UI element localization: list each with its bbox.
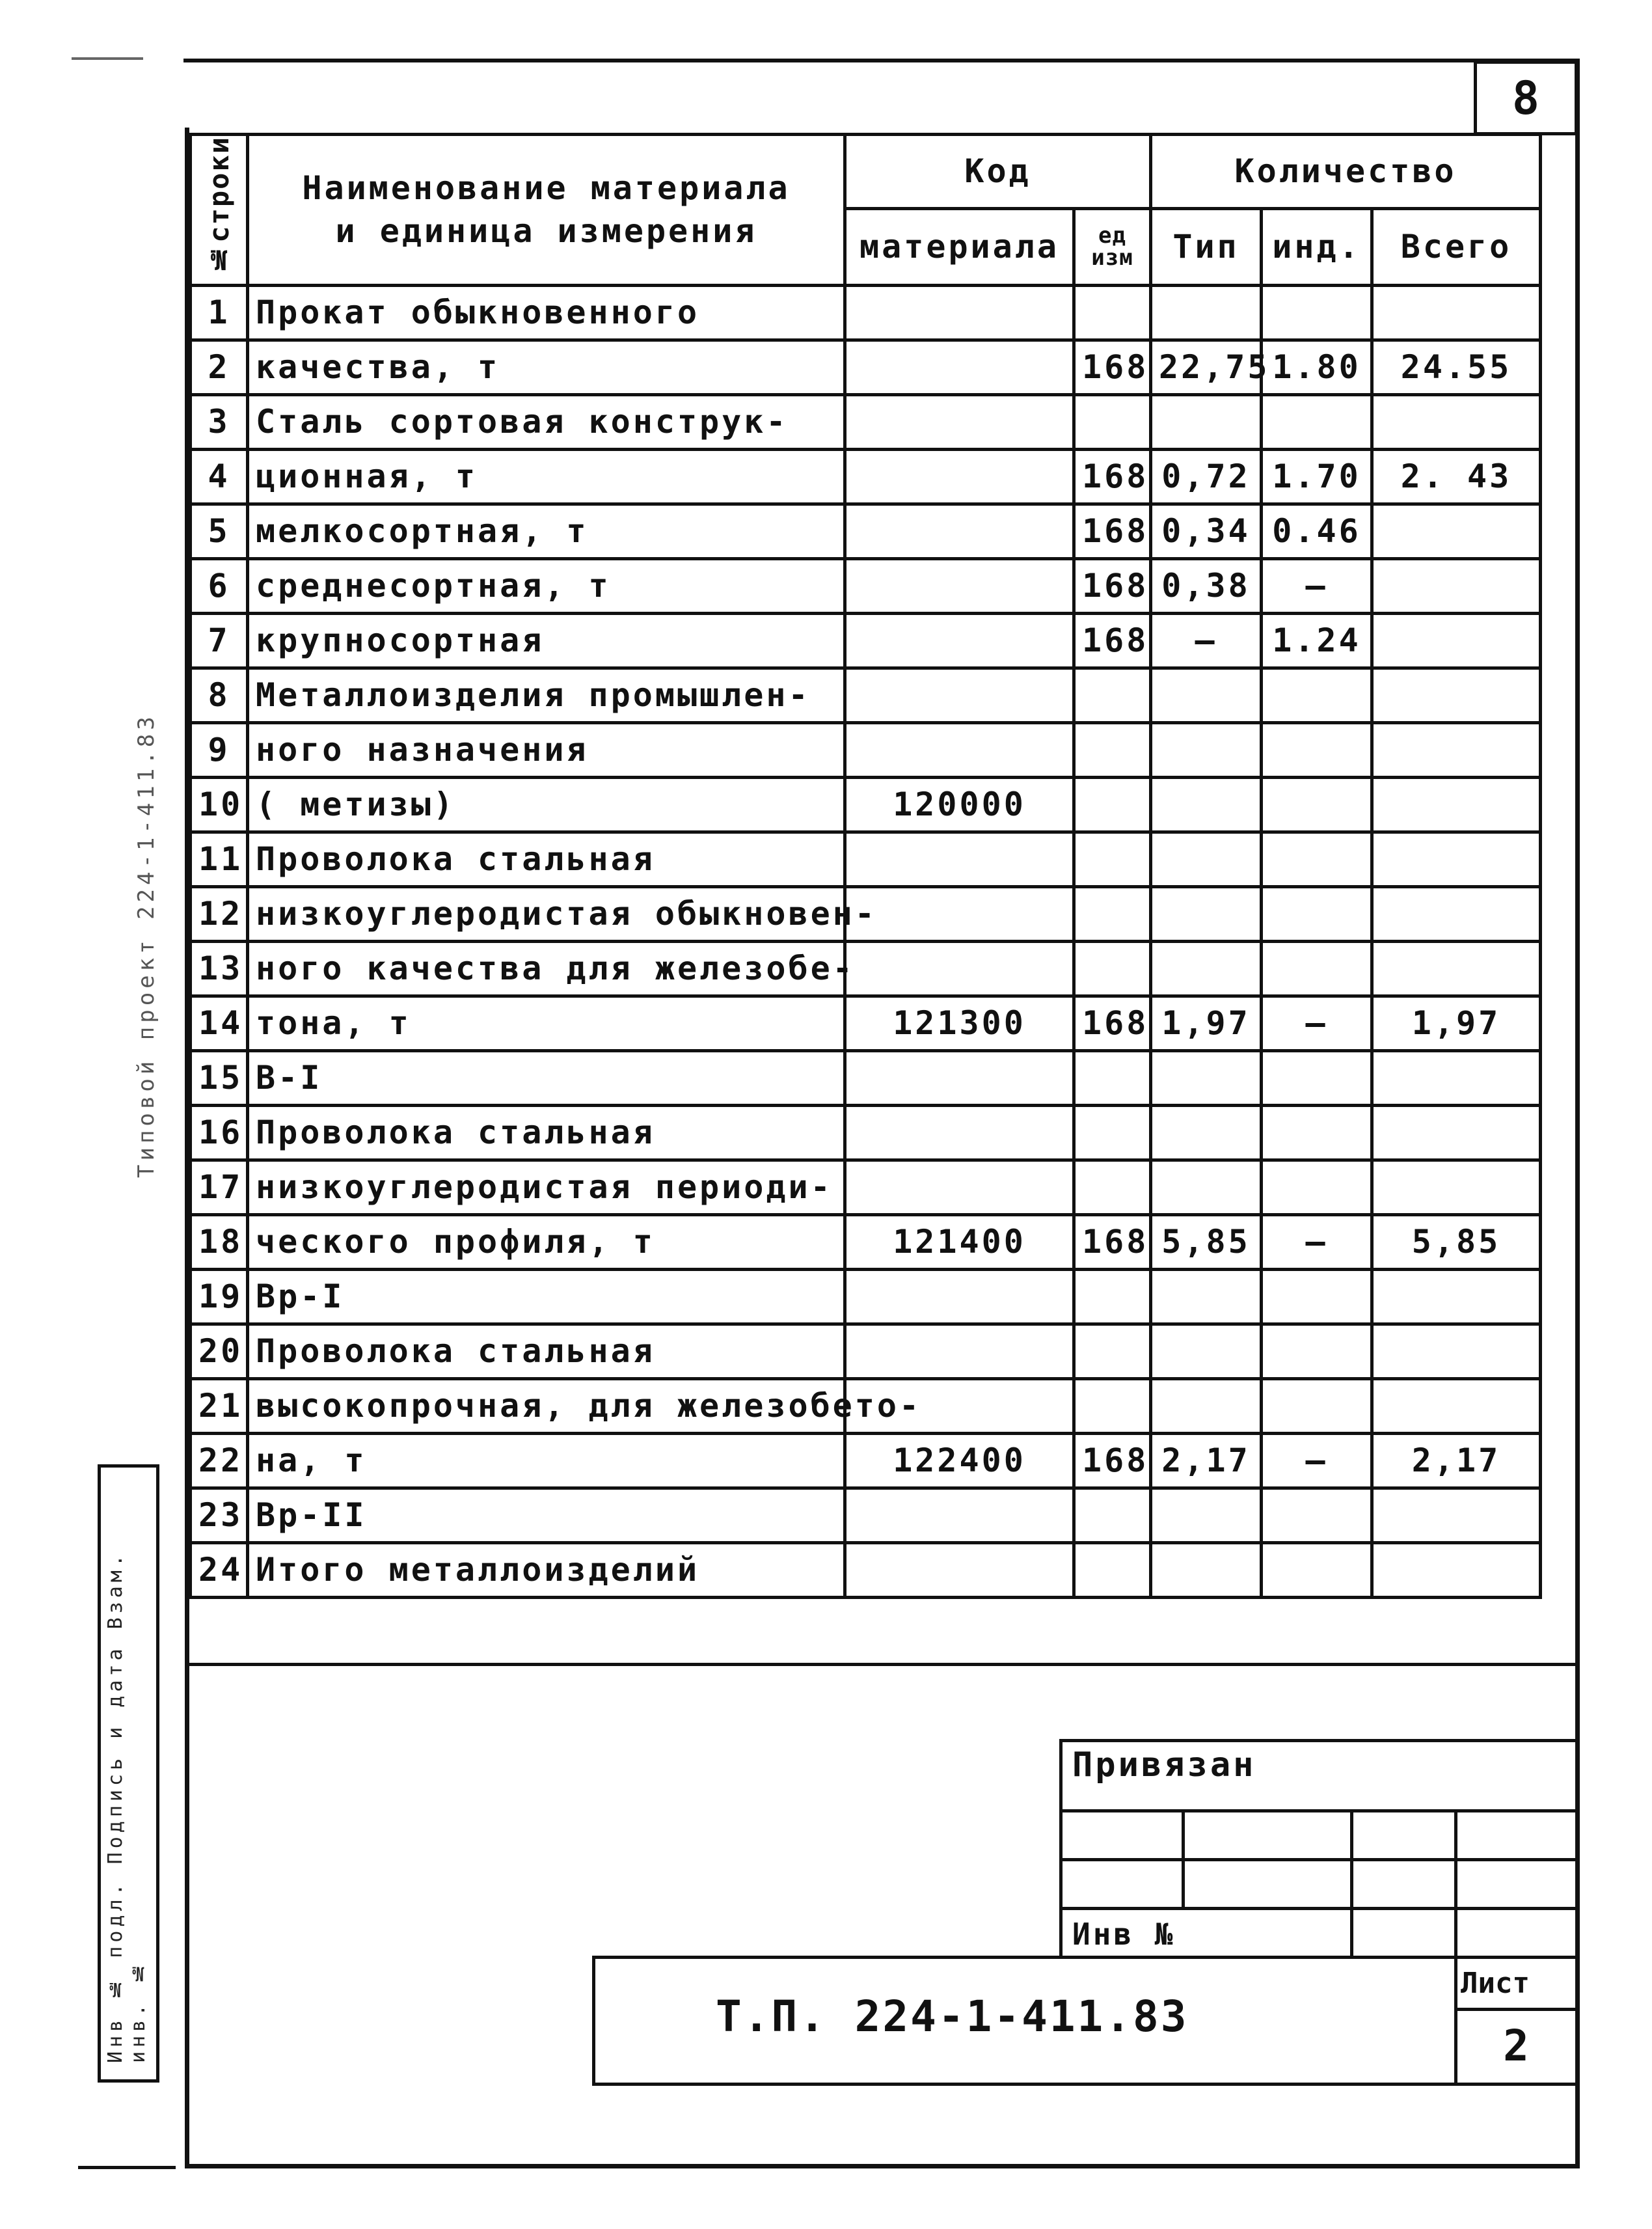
row-material-code	[845, 1269, 1074, 1324]
row-total-qty	[1372, 1050, 1541, 1105]
row-unit-code	[1074, 1160, 1151, 1214]
row-unit-code	[1074, 1269, 1151, 1324]
row-number: 16	[191, 1105, 248, 1160]
row-tip-qty	[1151, 832, 1262, 886]
row-ind-qty	[1262, 941, 1372, 996]
row-total-qty: 24.55	[1372, 340, 1541, 394]
row-material-code	[845, 722, 1074, 777]
row-material-name: Сталь сортовая конструк-	[248, 394, 845, 449]
row-total-qty	[1372, 504, 1541, 558]
row-number: 24	[191, 1542, 248, 1597]
row-material-name: ного качества для железобе-	[248, 941, 845, 996]
row-material-name: низкоуглеродистая обыкновен-	[248, 886, 845, 941]
sheet-label: Лист	[1461, 1967, 1530, 2000]
header-tip: Тип	[1151, 208, 1262, 285]
header-name-line2: и единица измерения	[335, 212, 757, 251]
row-unit-code: 168	[1074, 449, 1151, 504]
row-material-code	[845, 394, 1074, 449]
table-row	[191, 504, 1541, 558]
table-row	[191, 668, 1541, 722]
sheet-block-divider	[1454, 2008, 1578, 2011]
row-tip-qty	[1151, 777, 1262, 832]
row-ind-qty	[1262, 1050, 1372, 1105]
row-ind-qty	[1262, 1378, 1372, 1433]
row-number: 1	[191, 285, 248, 340]
row-number: 9	[191, 722, 248, 777]
row-ind-qty: –	[1262, 1214, 1372, 1269]
row-material-code	[845, 613, 1074, 668]
page-number: 8	[1511, 72, 1540, 125]
row-ind-qty: –	[1262, 1433, 1372, 1488]
row-ind-qty	[1262, 832, 1372, 886]
row-tip-qty	[1151, 1105, 1262, 1160]
row-number: 13	[191, 941, 248, 996]
row-number: 18	[191, 1214, 248, 1269]
row-unit-code	[1074, 1542, 1151, 1597]
row-material-name: В-І	[248, 1050, 845, 1105]
row-material-name: ционная, т	[248, 449, 845, 504]
row-unit-code	[1074, 285, 1151, 340]
row-material-code	[845, 1488, 1074, 1542]
row-material-code	[845, 1160, 1074, 1214]
header-unit-line2: изм	[1091, 245, 1133, 271]
doc-code: Т.П. 224-1-411.83	[716, 1991, 1189, 2042]
row-tip-qty: 0,38	[1151, 558, 1262, 613]
table-row	[191, 340, 1541, 394]
row-unit-code	[1074, 394, 1151, 449]
header-code-group: Код	[845, 135, 1151, 209]
row-unit-code	[1074, 832, 1151, 886]
table-row	[191, 449, 1541, 504]
row-total-qty: 1,97	[1372, 996, 1541, 1050]
row-number: 23	[191, 1488, 248, 1542]
row-ind-qty	[1262, 285, 1372, 340]
row-total-qty: 2. 43	[1372, 449, 1541, 504]
row-unit-code: 168	[1074, 1433, 1151, 1488]
row-ind-qty	[1262, 1160, 1372, 1214]
row-material-name: Прокат обыкновенного	[248, 285, 845, 340]
row-material-name: Проволока стальная	[248, 1324, 845, 1378]
row-material-code	[845, 886, 1074, 941]
row-tip-qty: 22,75	[1151, 340, 1262, 394]
row-total-qty: 5,85	[1372, 1214, 1541, 1269]
row-material-code	[845, 1542, 1074, 1597]
row-material-code	[845, 558, 1074, 613]
row-total-qty	[1372, 558, 1541, 613]
table-row	[191, 285, 1541, 340]
table-row	[191, 941, 1541, 996]
row-tip-qty	[1151, 1160, 1262, 1214]
row-tip-qty: 0,34	[1151, 504, 1262, 558]
row-tip-qty	[1151, 886, 1262, 941]
scan-bottom-mark	[78, 2166, 176, 2169]
row-ind-qty: 1.70	[1262, 449, 1372, 504]
row-tip-qty	[1151, 722, 1262, 777]
row-material-name: среднесортная, т	[248, 558, 845, 613]
row-ind-qty	[1262, 1269, 1372, 1324]
row-unit-code	[1074, 1378, 1151, 1433]
row-tip-qty	[1151, 1050, 1262, 1105]
row-material-name: ного назначения	[248, 722, 845, 777]
row-ind-qty: –	[1262, 996, 1372, 1050]
table-row	[191, 558, 1541, 613]
scan-top-mark	[72, 57, 143, 60]
row-tip-qty	[1151, 941, 1262, 996]
table-row	[191, 1105, 1541, 1160]
row-ind-qty	[1262, 668, 1372, 722]
table-header-row	[191, 135, 1541, 209]
row-unit-code	[1074, 886, 1151, 941]
table-row	[191, 1433, 1541, 1488]
row-ind-qty: 1.80	[1262, 340, 1372, 394]
row-unit-code: 168	[1074, 1214, 1151, 1269]
header-material-code: материала	[845, 208, 1074, 285]
row-total-qty	[1372, 777, 1541, 832]
row-material-name: ческого профиля, т	[248, 1214, 845, 1269]
row-number: 5	[191, 504, 248, 558]
row-material-name: мелкосортная, т	[248, 504, 845, 558]
row-total-qty	[1372, 1542, 1541, 1597]
row-unit-code	[1074, 1105, 1151, 1160]
header-total: Всего	[1372, 208, 1541, 285]
frame-top-line	[183, 59, 1579, 62]
row-number: 10	[191, 777, 248, 832]
row-unit-code: 168	[1074, 558, 1151, 613]
row-ind-qty	[1262, 1542, 1372, 1597]
row-material-code	[845, 668, 1074, 722]
row-number: 12	[191, 886, 248, 941]
row-material-code	[845, 1050, 1074, 1105]
row-ind-qty: 1.24	[1262, 613, 1372, 668]
row-ind-qty	[1262, 1488, 1372, 1542]
row-number: 4	[191, 449, 248, 504]
row-material-name: Итого металлоизделий	[248, 1542, 845, 1597]
table-row	[191, 1160, 1541, 1214]
frame-bottom-line	[185, 2164, 1580, 2168]
row-material-code	[845, 449, 1074, 504]
header-row-number	[191, 135, 248, 286]
row-tip-qty	[1151, 1378, 1262, 1433]
row-tip-qty: 0,72	[1151, 449, 1262, 504]
row-material-name: высокопрочная, для железобето-	[248, 1378, 845, 1433]
row-total-qty	[1372, 1488, 1541, 1542]
row-tip-qty	[1151, 668, 1262, 722]
table-row	[191, 1214, 1541, 1269]
linked-label: Привязан	[1072, 1745, 1256, 1785]
table-row	[191, 613, 1541, 668]
header-row-number-label: №строки	[203, 136, 235, 276]
row-total-qty	[1372, 832, 1541, 886]
margin-project-code: Типовой проект 224-1-411.83	[133, 713, 159, 1178]
row-unit-code	[1074, 722, 1151, 777]
row-tip-qty: 1,97	[1151, 996, 1262, 1050]
header-name-line1: Наименование материала	[302, 169, 791, 208]
row-material-code: 121400	[845, 1214, 1074, 1269]
row-number: 14	[191, 996, 248, 1050]
row-tip-qty	[1151, 285, 1262, 340]
row-total-qty	[1372, 886, 1541, 941]
row-material-name: Проволока стальная	[248, 1105, 845, 1160]
stamp-separator-line	[189, 1663, 1578, 1666]
table-row	[191, 886, 1541, 941]
row-ind-qty	[1262, 722, 1372, 777]
linked-grid-row1	[1059, 1809, 1578, 1861]
row-total-qty: 2,17	[1372, 1433, 1541, 1488]
inv-label: Инв №	[1072, 1917, 1176, 1952]
row-material-code	[845, 340, 1074, 394]
row-number: 21	[191, 1378, 248, 1433]
table-row	[191, 394, 1541, 449]
header-unit-line1: ед	[1098, 223, 1126, 249]
table-row	[191, 1324, 1541, 1378]
table-row	[191, 996, 1541, 1050]
row-unit-code: 168	[1074, 340, 1151, 394]
row-total-qty	[1372, 285, 1541, 340]
table-row	[191, 1488, 1541, 1542]
row-ind-qty: –	[1262, 558, 1372, 613]
row-ind-qty	[1262, 777, 1372, 832]
table-row	[191, 1269, 1541, 1324]
header-ind: инд.	[1262, 208, 1372, 285]
row-number: 15	[191, 1050, 248, 1105]
row-total-qty	[1372, 668, 1541, 722]
row-tip-qty: –	[1151, 613, 1262, 668]
row-unit-code	[1074, 1050, 1151, 1105]
row-unit-code: 168	[1074, 613, 1151, 668]
row-material-name: качества, т	[248, 340, 845, 394]
row-material-name: Вр-І	[248, 1269, 845, 1324]
sheet-number: 2	[1503, 2021, 1529, 2071]
table-row	[191, 1050, 1541, 1105]
row-material-code	[845, 285, 1074, 340]
header-material-name	[248, 135, 845, 286]
row-number: 19	[191, 1269, 248, 1324]
row-unit-code	[1074, 1488, 1151, 1542]
material-spec-table	[189, 133, 1542, 1599]
row-number: 20	[191, 1324, 248, 1378]
row-ind-qty	[1262, 394, 1372, 449]
row-total-qty	[1372, 1269, 1541, 1324]
table-body	[191, 285, 1541, 1597]
linked-grid-vline2	[1350, 1809, 1353, 1959]
header-unit	[1074, 208, 1151, 285]
row-number: 8	[191, 668, 248, 722]
row-total-qty	[1372, 613, 1541, 668]
row-tip-qty	[1151, 1324, 1262, 1378]
row-material-name: на, т	[248, 1433, 845, 1488]
row-tip-qty: 5,85	[1151, 1214, 1262, 1269]
row-total-qty	[1372, 1160, 1541, 1214]
row-unit-code: 168	[1074, 996, 1151, 1050]
row-ind-qty: 0.46	[1262, 504, 1372, 558]
table-row	[191, 722, 1541, 777]
row-material-code: 120000	[845, 777, 1074, 832]
row-total-qty	[1372, 722, 1541, 777]
row-material-code	[845, 941, 1074, 996]
row-material-code	[845, 832, 1074, 886]
row-material-name: крупносортная	[248, 613, 845, 668]
margin-approval-labels: Инв № подл. Подпись и дата Взам. инв. №	[104, 1551, 150, 2063]
row-material-name: ( метизы)	[248, 777, 845, 832]
row-unit-code	[1074, 1324, 1151, 1378]
row-tip-qty	[1151, 1269, 1262, 1324]
row-unit-code	[1074, 668, 1151, 722]
row-material-name: тона, т	[248, 996, 845, 1050]
table-row	[191, 1378, 1541, 1433]
row-total-qty	[1372, 1324, 1541, 1378]
row-number: 11	[191, 832, 248, 886]
row-material-code: 121300	[845, 996, 1074, 1050]
row-material-code	[845, 504, 1074, 558]
row-ind-qty	[1262, 886, 1372, 941]
row-tip-qty	[1151, 394, 1262, 449]
linked-grid-vline1	[1182, 1809, 1185, 1910]
row-number: 17	[191, 1160, 248, 1214]
header-quantity-group: Количество	[1151, 135, 1541, 209]
row-number: 6	[191, 558, 248, 613]
row-number: 2	[191, 340, 248, 394]
row-material-code: 122400	[845, 1433, 1074, 1488]
row-ind-qty	[1262, 1105, 1372, 1160]
table-row	[191, 1542, 1541, 1597]
linked-grid-row2	[1059, 1858, 1578, 1910]
row-material-code	[845, 1105, 1074, 1160]
row-ind-qty	[1262, 1324, 1372, 1378]
row-tip-qty	[1151, 1488, 1262, 1542]
linked-grid-vline3	[1454, 1809, 1457, 1959]
row-material-name: низкоуглеродистая периоди-	[248, 1160, 845, 1214]
table-row	[191, 832, 1541, 886]
row-unit-code	[1074, 777, 1151, 832]
row-number: 3	[191, 394, 248, 449]
row-unit-code: 168	[1074, 504, 1151, 558]
row-unit-code	[1074, 941, 1151, 996]
row-number: 22	[191, 1433, 248, 1488]
row-total-qty	[1372, 941, 1541, 996]
row-total-qty	[1372, 1105, 1541, 1160]
row-material-code	[845, 1324, 1074, 1378]
row-number: 7	[191, 613, 248, 668]
row-tip-qty: 2,17	[1151, 1433, 1262, 1488]
row-total-qty	[1372, 1378, 1541, 1433]
row-material-name: Металлоизделия промышлен-	[248, 668, 845, 722]
row-material-name: Вр-ІІ	[248, 1488, 845, 1542]
row-total-qty	[1372, 394, 1541, 449]
row-material-name: Проволока стальная	[248, 832, 845, 886]
row-tip-qty	[1151, 1542, 1262, 1597]
table-row	[191, 777, 1541, 832]
